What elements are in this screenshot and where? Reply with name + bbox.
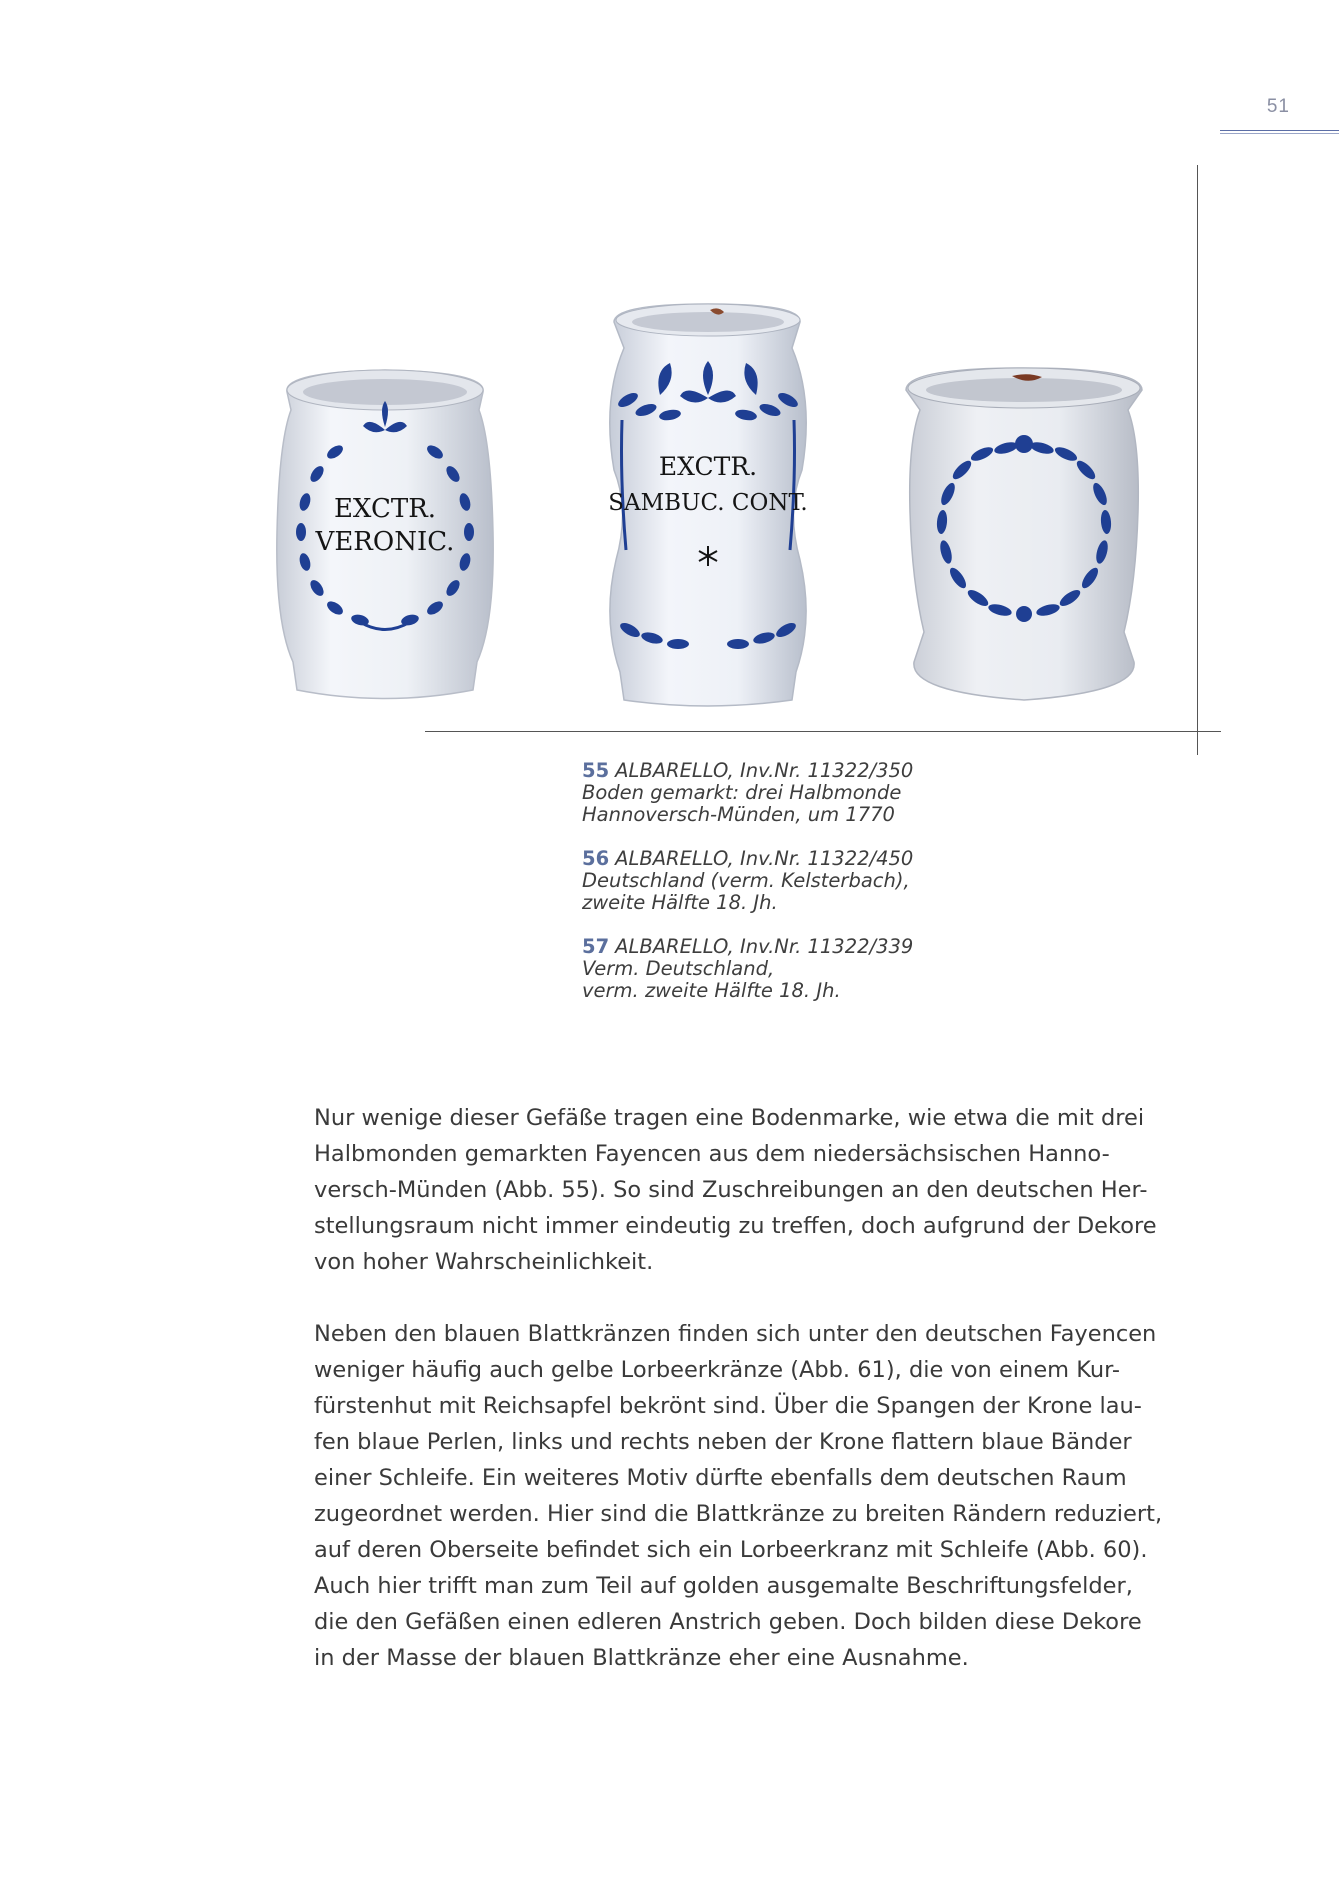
text-line: einer Schleife. Ein weiteres Motiv dürfte ebenfalls dem deutschen Raum xyxy=(314,1465,1127,1491)
text-line: weniger häufig auch gelbe Lorbeerkränze (Abb. 61), die von einem Kur- xyxy=(314,1357,1121,1383)
caption-line: ALBARELLO, Inv.Nr. 11322/350 xyxy=(615,759,914,782)
caption-55 xyxy=(582,760,1002,826)
page-number-rule xyxy=(1220,130,1339,135)
jar-55-label-2: VERONIC. xyxy=(315,527,455,557)
jar-55-label-1: EXCTR. xyxy=(333,494,437,524)
caption-line: ALBARELLO, Inv.Nr. 11322/339 xyxy=(615,935,914,958)
paragraph-1 xyxy=(314,1100,1204,1280)
text-line: zugeordnet werden. Hier sind die Blattkränze zu breiten Rändern reduziert, xyxy=(314,1501,1163,1527)
vertical-rule xyxy=(1197,165,1198,755)
text-line: von hoher Wahrscheinlichkeit. xyxy=(314,1249,654,1275)
text-line: stellungsraum nicht immer eindeutig zu treffen, doch aufgrund der Dekore xyxy=(314,1213,1157,1239)
caption-57 xyxy=(582,936,1002,1002)
jar-55-image xyxy=(265,362,505,707)
caption-line: Deutschland (verm. Kelsterbach), xyxy=(582,869,910,892)
jar-56-image xyxy=(600,300,815,712)
caption-number: 56 xyxy=(582,847,610,870)
text-line: auf deren Oberseite befindet sich ein Lorbeerkranz mit Schleife (Abb. 60). xyxy=(314,1537,1148,1563)
caption-line: ALBARELLO, Inv.Nr. 11322/450 xyxy=(615,847,914,870)
text-line: versch-Münden (Abb. 55). So sind Zuschreibungen an den deutschen Her- xyxy=(314,1177,1148,1203)
text-line: Neben den blauen Blattkränzen finden sich unter den deutschen Fayencen xyxy=(314,1321,1157,1347)
caption-number: 55 xyxy=(582,759,610,782)
caption-block xyxy=(582,760,1002,1024)
horizontal-rule xyxy=(425,731,1221,732)
caption-line: Boden gemarkt: drei Halbmonde xyxy=(582,781,902,804)
body-text xyxy=(314,1100,1204,1712)
caption-number: 57 xyxy=(582,935,610,958)
text-line: fen blaue Perlen, links und rechts neben der Krone flattern blaue Bänder xyxy=(314,1429,1132,1455)
text-line: Auch hier trifft man zum Teil auf golden ausgemalte Beschriftungsfelder, xyxy=(314,1573,1133,1599)
text-line: Nur wenige dieser Gefäße tragen eine Bodenmarke, wie etwa die mit drei xyxy=(314,1105,1145,1131)
caption-line: Hannoversch-Münden, um 1770 xyxy=(582,803,895,826)
caption-56 xyxy=(582,848,1002,914)
paragraph-2 xyxy=(314,1316,1204,1676)
caption-line: zweite Hälfte 18. Jh. xyxy=(582,891,778,914)
text-line: Halbmonden gemarkten Fayencen aus dem niedersächsischen Hanno- xyxy=(314,1141,1110,1167)
jar-57-image xyxy=(902,362,1147,707)
page-number: 51 xyxy=(1266,96,1290,117)
text-line: fürstenhut mit Reichsapfel bekrönt sind. Über die Spangen der Krone lau- xyxy=(314,1393,1142,1419)
text-line: in der Masse der blauen Blattkränze eher eine Ausnahme. xyxy=(314,1645,969,1671)
jar-56-label-2: SAMBUC. CONT. xyxy=(608,490,808,516)
text-line: die den Gefäßen einen edleren Anstrich geben. Doch bilden diese Dekore xyxy=(314,1609,1142,1635)
jar-56-label-1: EXCTR. xyxy=(658,452,758,481)
caption-line: verm. zweite Hälfte 18. Jh. xyxy=(582,979,841,1002)
caption-line: Verm. Deutschland, xyxy=(582,957,775,980)
